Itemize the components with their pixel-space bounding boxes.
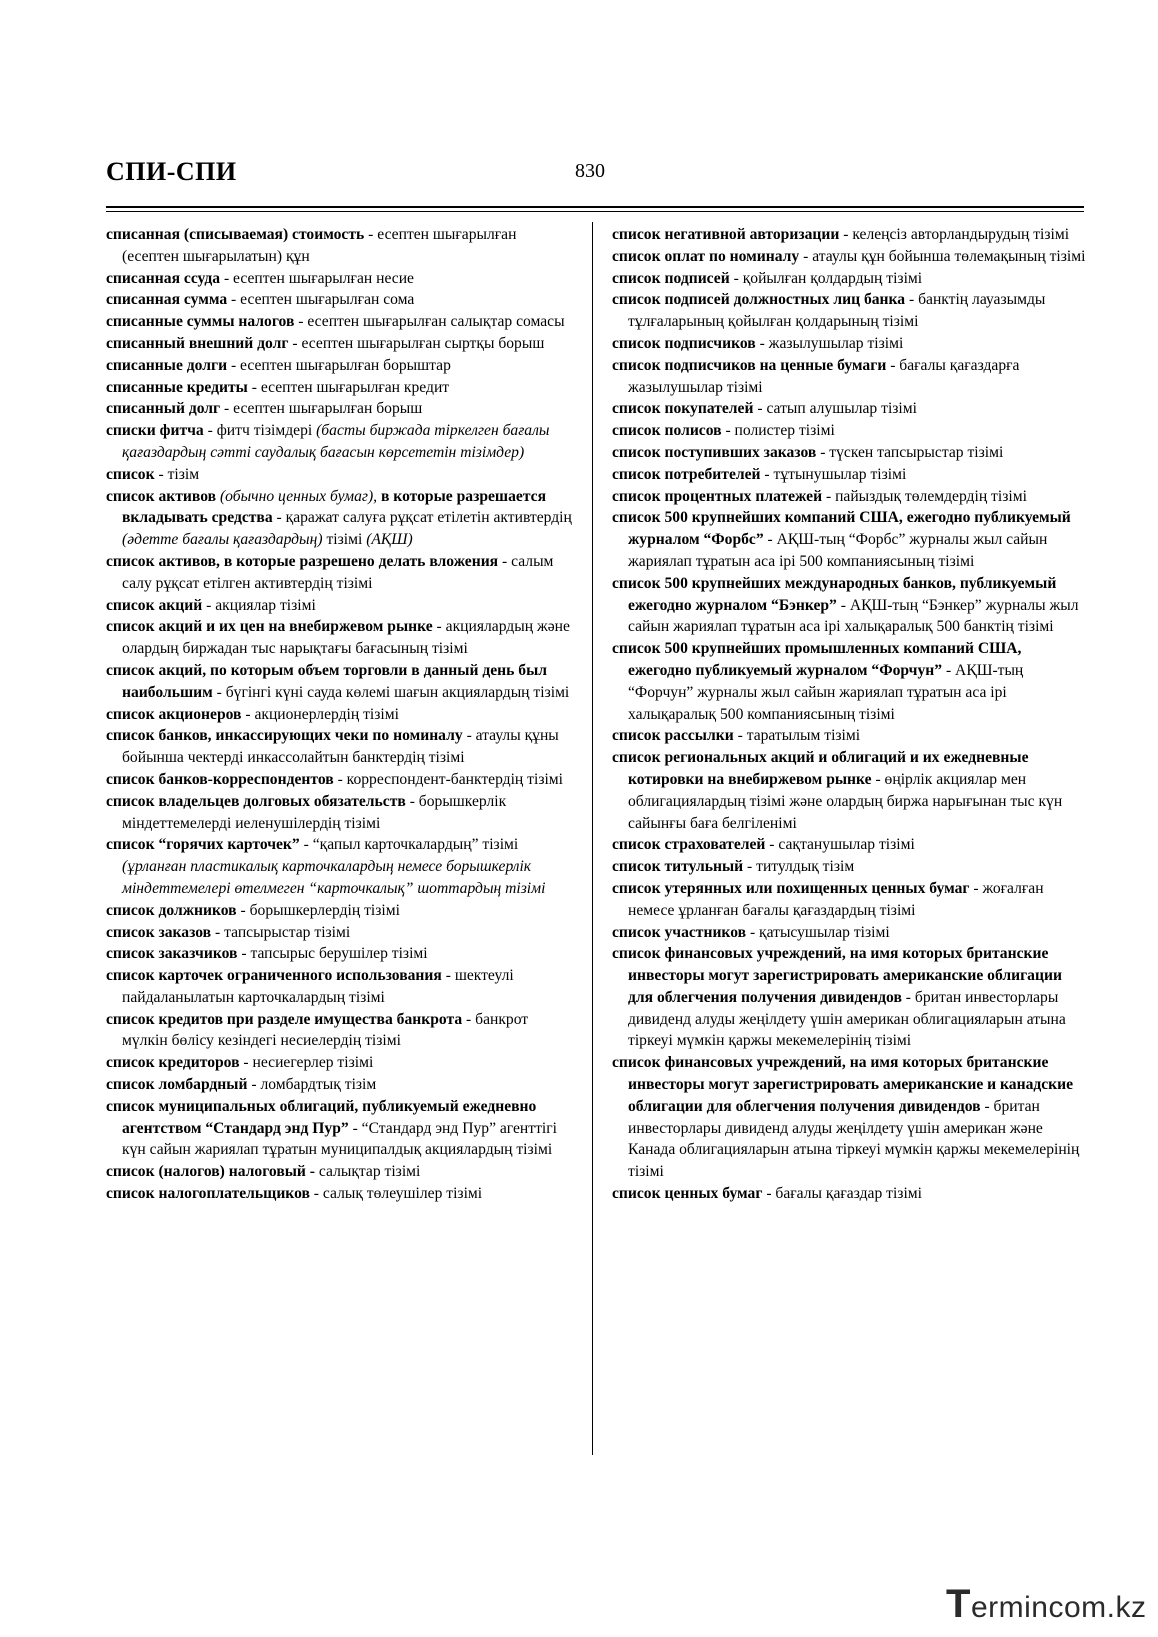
entry-translation: - корреспондент-банктердің тізімі [333, 770, 564, 788]
column-divider [592, 222, 593, 1455]
entry-term: список акций, по которым объем торговли в данный день был наибольшим [106, 661, 547, 701]
entry-term: список акций [106, 596, 203, 614]
entry-note: (ұрланған пластикалық карточкалардың немесе борышкерлік міндеттемелері өтелмеген “карточкалық” шоттардың тізімі [122, 858, 546, 897]
dictionary-entry [612, 398, 1086, 420]
entry-term: список титульный [612, 858, 744, 876]
entry-term: список финансовых учреждений, на имя которых британские инвесторы могут зарегистрировать американские и канадские облигации для облегчения получения дивидендов [612, 1054, 1074, 1115]
dictionary-entry [612, 922, 1086, 944]
entry-translation: - АҚШ-тың “Бэнкер” журналы жыл сайын жариялап тұратын аса ірі халықаралық 500 банктің тізімі [628, 596, 1079, 636]
entry-translation: - есептен шығарылған сома [227, 291, 415, 309]
entry-term: список кредитов при разделе имущества банкрота [106, 1010, 463, 1028]
entry-term: список негативной авторизации [612, 226, 840, 243]
entry-term: список кредиторов [106, 1054, 240, 1072]
entry-term: список страхователей [612, 836, 766, 854]
entry-term: список ломбардный [106, 1076, 248, 1094]
dictionary-entry [106, 1074, 572, 1096]
entry-term: список подписчиков [612, 334, 756, 352]
dictionary-entry [612, 834, 1086, 856]
entry-term: списанный внешний долг [106, 334, 289, 352]
entry-term: список подписей должностных лиц банка [612, 291, 906, 309]
termincom-watermark-logo [946, 1582, 1146, 1627]
entry-translation: - АҚШ-тың “Форбс” журналы жыл сайын жариялап тұратын аса ірі 500 компаниясының тізімі [628, 531, 1048, 570]
dictionary-entry [106, 595, 572, 617]
entry-translation: - өңірлік акциялар мен облигациялардың тізімі және олардың биржа нарығынан тыс күн сайынғы баға белгіленімі [628, 770, 1063, 832]
entry-term: список участников [612, 923, 747, 941]
entry-translation: - есептен шығарылған кредит [247, 378, 450, 396]
entry-translation: - банктің лауазымды тұлғаларының қойылған қолдарының тізімі [628, 291, 1046, 331]
entry-term: списки фитча [106, 422, 204, 440]
entry-term: списанные суммы налогов [106, 313, 295, 331]
entry-translation: - сақтанушылар тізімі [765, 836, 915, 854]
entry-translation: - акциялар тізімі [202, 596, 316, 614]
entry-term: список полисов [612, 422, 722, 440]
entry-translation: салықтар тізімі [315, 1163, 421, 1181]
entry-term: список 500 крупнейших международных банков, публикуемый ежегодно журналом “Бэнкер” [612, 574, 1057, 614]
dictionary-entry [106, 943, 572, 965]
dictionary-entry [612, 573, 1086, 638]
entry-term: список налогоплательщиков [106, 1185, 310, 1203]
entry-translation: - жоғалған немесе ұрланған бағалы қағаздардың тізімі [628, 879, 1044, 919]
dictionary-entry [106, 900, 572, 922]
dictionary-entry [612, 856, 1086, 878]
entry-translation: - “қапыл карточкалардың” тізімі [299, 836, 519, 854]
entry-translation: - титулдық тізім [743, 858, 855, 876]
dictionary-entry [612, 943, 1086, 1052]
page-header-title: СПИ-СПИ [106, 157, 237, 186]
dictionary-entry [106, 1009, 572, 1053]
entry-translation: - жазылушылар тізімі [755, 334, 904, 352]
dictionary-entry [612, 224, 1086, 246]
entry-translation: - есептен шығарылған борыш [220, 400, 423, 418]
entry-translation: - тұтынушылар тізімі [760, 465, 907, 483]
dictionary-entry [106, 224, 572, 268]
entry-translation: - есептен шығарылған салықтар сомасы [294, 313, 565, 331]
dictionary-entry [106, 464, 572, 486]
entry-translation: - тапсырыстар тізімі [211, 923, 351, 941]
dictionary-entry [106, 311, 572, 333]
entry-translation: - есептен шығарылған несие [220, 269, 414, 287]
entry-translation: - атаулы құны бойынша чектерді инкассолайтын банктердің тізімі [122, 727, 559, 767]
entry-term: список утерянных или похищенных ценных бумаг [612, 879, 970, 897]
entry-term: списанная ссуда [106, 269, 221, 287]
dictionary-entry [106, 377, 572, 399]
entry-translation: - тапсырыс берушілер тізімі [237, 945, 428, 963]
entry-term: список заказов [106, 923, 212, 941]
dictionary-entry [106, 704, 572, 726]
entry-term: список поступивших заказов [612, 443, 817, 461]
dictionary-entry [106, 355, 572, 377]
entry-term: в которые разрешается вкладывать средства [122, 487, 547, 527]
entry-term: список должников [106, 901, 237, 919]
dictionary-entry [612, 878, 1086, 922]
entry-note: (басты биржада тіркелген бағалы қағаздардың сәтті саудалық бағасын көрсететін тізімдер) [122, 422, 550, 461]
dictionary-entry [106, 1183, 572, 1205]
entry-translation: - “Стандард энд Пур” агенттігі күн сайын жариялап тұратын муниципалдық акциялардың тізімі [122, 1119, 557, 1159]
entry-translation: - бүгінгі күні сауда көлемі шағын акциялардың тізімі [212, 683, 570, 701]
dictionary-entry [106, 398, 572, 420]
entry-translation: - салым салу рұқсат етілген активтердің тізімі [122, 552, 554, 592]
entry-term: список покупателей [612, 400, 754, 418]
entry-translation: - қойылған қолдардың тізімі [729, 269, 923, 287]
dictionary-entry [612, 420, 1086, 442]
dictionary-entry [612, 486, 1086, 508]
entry-translation: тізімі [322, 531, 367, 549]
dictionary-entry [106, 333, 572, 355]
entry-translation: - бағалы қағаздарға жазылушылар тізімі [628, 356, 1020, 396]
dictionary-entry [106, 660, 572, 704]
entry-term: список акций и их цен на внебиржевом рынке [106, 618, 433, 636]
entry-term: список 500 крупнейших компаний США, ежегодно публикуемый журналом “Форбс” [612, 509, 1071, 549]
entry-translation: - салық төлеушілер тізімі [309, 1185, 483, 1203]
entry-translation: - тізім [154, 465, 200, 483]
entry-translation: - таратылым тізімі [733, 727, 861, 745]
entry-term: список активов, в которые разрешено делать вложения [106, 552, 499, 570]
dictionary-entry [612, 246, 1086, 268]
entry-term: список процентных платежей [612, 487, 823, 505]
entry-note: (әдетте бағалы қағаздардың) [122, 531, 323, 549]
entry-term: список оплат по номиналу [612, 247, 800, 265]
dictionary-entry [612, 268, 1086, 290]
logo-text: ermincom.kz [970, 1591, 1147, 1624]
header-rule-thin [106, 211, 1084, 212]
entry-translation: - фитч тізімдері [203, 422, 317, 440]
dictionary-entry [106, 268, 572, 290]
left-column [106, 224, 572, 1205]
entry-translation: - британ инвесторлары дивиденд алуды жеңілдету үшін американ және Канада облигацияларын атына тіркеуі мүмкін қаржы мекемелерінің тізімі [628, 1097, 1080, 1181]
dictionary-entry [106, 725, 572, 769]
entry-term: список заказчиков [106, 945, 238, 963]
entry-note: (АҚШ) [366, 531, 413, 549]
dictionary-entry [612, 289, 1086, 333]
dictionary-entry [612, 725, 1086, 747]
dictionary-entry [106, 616, 572, 660]
entry-translation: - есептен шығарылған (есептен шығарылатын) құн [122, 226, 517, 265]
entry-term: список ценных бумаг [612, 1185, 763, 1203]
dictionary-entry [106, 420, 572, 464]
entry-translation: - түскен тапсырыстар тізімі [816, 443, 1004, 461]
entry-translation: - есептен шығарылған борыштар [227, 356, 451, 374]
entry-translation: - шектеулі пайдаланылатын карточкалардың тізімі [122, 967, 514, 1006]
entry-translation: - пайыздық төлемдердің тізімі [822, 487, 1027, 505]
dictionary-entry [612, 442, 1086, 464]
dictionary-entry [106, 1096, 572, 1161]
right-column [612, 224, 1086, 1205]
entry-translation: - полистер тізімі [721, 422, 835, 440]
entry-translation: - АҚШ-тың “Форчун” журналы жыл сайын жариялап тұратын аса ірі халықаралық 500 компаниясының тізімі [628, 661, 1024, 723]
entry-translation: - ломбардтық тізім [247, 1076, 377, 1094]
entry-term: список акционеров [106, 705, 242, 723]
entry-term: списанный долг [106, 400, 221, 418]
entry-note: (обычно ценных бумаг), [219, 487, 378, 505]
dictionary-entry [612, 747, 1086, 834]
entry-translation: - несиегерлер тізімі [239, 1054, 374, 1072]
dictionary-entry [106, 551, 572, 595]
dictionary-entry [106, 769, 572, 791]
entry-term: списанные долги [106, 356, 228, 374]
entry-term: список 500 крупнейших промышленных компаний США, ежегодно публикуемый журналом “Форчун” [612, 640, 1022, 679]
dictionary-entry [612, 464, 1086, 486]
entry-term: список рассылки [612, 727, 734, 745]
entry-term: списанная сумма [106, 291, 228, 309]
entry-translation: - борышкерлік міндеттемелерді иеленушілердің тізімі [122, 792, 507, 832]
entry-translation: - банкрот мүлкін бөлісу кезіндегі несиелердің тізімі [122, 1010, 529, 1050]
entry-term: список муниципальных облигаций, публикуемый ежедневно агентством “Стандард энд Пур” [106, 1097, 537, 1137]
entry-translation: - келеңсіз авторландырудың тізімі [839, 226, 1070, 243]
entry-translation: - акциялардың және олардың биржадан тыс нарықтағы бағасының тізімі [122, 618, 570, 658]
entry-translation: - есептен шығарылған сыртқы борыш [288, 334, 545, 352]
dictionary-entry [612, 1052, 1086, 1183]
dictionary-entry [106, 1052, 572, 1074]
entry-translation: - борышкерлердің тізімі [236, 901, 400, 919]
entry-translation: - бағалы қағаздар тізімі [762, 1185, 922, 1203]
entry-term: список банков-корреспондентов [106, 770, 334, 788]
entry-translation: - қатысушылар тізімі [746, 923, 890, 941]
entry-term: список финансовых учреждений, на имя которых британские инвесторы могут зарегистрировать американские облигации для облегчения получения дивидендов [612, 945, 1062, 1006]
header-rule-thick [106, 206, 1084, 208]
entry-term: список карточек ограниченного использования [106, 967, 442, 985]
dictionary-entry [612, 333, 1086, 355]
entry-term: списанная (списываемая) стоимость [106, 226, 365, 243]
entry-term: список подписей [612, 269, 730, 287]
entry-term: список (налогов) налоговый - [106, 1163, 315, 1181]
entry-term: список потребителей [612, 465, 761, 483]
entry-translation: - сатып алушылар тізімі [753, 400, 917, 418]
dictionary-entry [106, 791, 572, 835]
dictionary-entry [612, 355, 1086, 399]
entry-term: списанные кредиты [106, 378, 248, 396]
dictionary-entry [106, 486, 572, 551]
entry-term: список [106, 465, 155, 483]
entry-translation: - британ инвесторлары дивиденд алуды жеңілдету үшін американ облигацияларын атына тіркеуі мүмкін қаржы мекемелерінің тізімі [628, 988, 1066, 1050]
dictionary-entry [106, 922, 572, 944]
entry-term: список банков, инкассирующих чеки по номиналу [106, 727, 463, 745]
dictionary-entry [106, 834, 572, 899]
entry-term: список “горячих карточек” [106, 836, 300, 854]
entry-term: список активов [106, 487, 220, 505]
page-number: 830 [575, 160, 605, 182]
entry-term: список владельцев долговых обязательств [106, 792, 406, 810]
dictionary-entry [612, 507, 1086, 572]
dictionary-entry [612, 1183, 1086, 1205]
entry-term: список подписчиков на ценные бумаги [612, 356, 887, 374]
dictionary-entry [106, 965, 572, 1009]
dictionary-entry [612, 638, 1086, 725]
entry-term: список региональных акций и облигаций и их ежедневные котировки на внебиржевом рынке [612, 749, 1029, 788]
logo-initial: T [946, 1582, 971, 1626]
dictionary-entry [106, 1161, 572, 1183]
entry-translation: - қаражат салуға рұқсат етілетін активтердің [272, 509, 572, 527]
entry-translation: - акционерлердің тізімі [241, 705, 399, 723]
dictionary-entry [106, 289, 572, 311]
entry-translation: - атаулы құн бойынша төлемақының тізімі [799, 247, 1086, 265]
